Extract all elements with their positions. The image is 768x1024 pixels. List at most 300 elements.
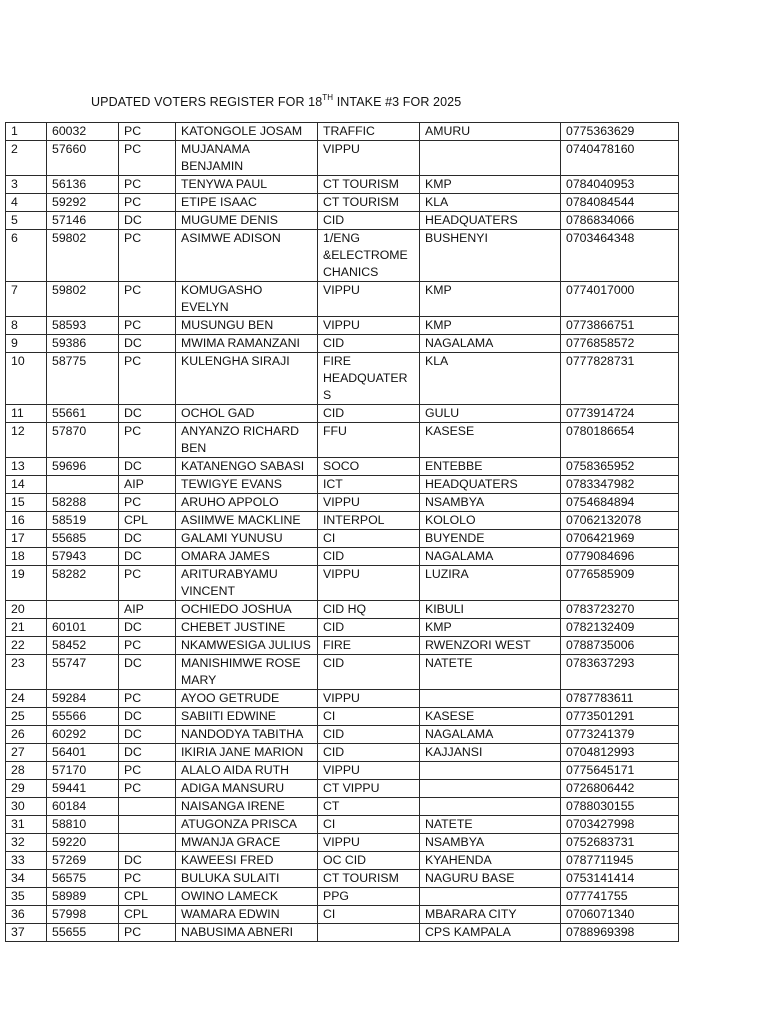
name-cell: NAISANGA IRENE bbox=[176, 798, 318, 816]
rank-cell: DC bbox=[119, 619, 176, 637]
force-number-cell: 57146 bbox=[47, 212, 119, 230]
force-number-cell: 60292 bbox=[47, 726, 119, 744]
unit-cell: CID bbox=[318, 726, 420, 744]
phone-cell: 0758365952 bbox=[561, 458, 679, 476]
force-number-cell: 60101 bbox=[47, 619, 119, 637]
unit-cell: SOCO bbox=[318, 458, 420, 476]
table-row bbox=[6, 816, 679, 834]
serial-cell: 31 bbox=[6, 816, 47, 834]
phone-cell: 0784040953 bbox=[561, 176, 679, 194]
phone-cell: 07062132078 bbox=[561, 512, 679, 530]
rank-cell: PC bbox=[119, 494, 176, 512]
serial-cell: 9 bbox=[6, 335, 47, 353]
phone-cell: 0788969398 bbox=[561, 924, 679, 942]
unit-cell: VIPPU bbox=[318, 834, 420, 852]
table-row bbox=[6, 423, 679, 458]
rank-cell: CPL bbox=[119, 512, 176, 530]
serial-cell: 33 bbox=[6, 852, 47, 870]
serial-cell: 12 bbox=[6, 423, 47, 458]
unit-cell: VIPPU bbox=[318, 494, 420, 512]
name-cell: MUJANAMA BENJAMIN bbox=[176, 141, 318, 176]
table-row bbox=[6, 141, 679, 176]
force-number-cell: 59292 bbox=[47, 194, 119, 212]
force-number-cell: 59802 bbox=[47, 282, 119, 317]
force-number-cell: 58775 bbox=[47, 353, 119, 405]
name-cell: SABIITI EDWINE bbox=[176, 708, 318, 726]
unit-cell: CT TOURISM bbox=[318, 176, 420, 194]
name-cell: NABUSIMA ABNERI bbox=[176, 924, 318, 942]
rank-cell: PC bbox=[119, 230, 176, 282]
phone-cell: 0726806442 bbox=[561, 780, 679, 798]
unit-cell: CID bbox=[318, 744, 420, 762]
rank-cell: CPL bbox=[119, 888, 176, 906]
phone-cell: 077741755 bbox=[561, 888, 679, 906]
serial-cell: 19 bbox=[6, 566, 47, 601]
table-row bbox=[6, 744, 679, 762]
serial-cell: 37 bbox=[6, 924, 47, 942]
phone-cell: 0703464348 bbox=[561, 230, 679, 282]
name-cell: GALAMI YUNUSU bbox=[176, 530, 318, 548]
name-cell: ETIPE ISAAC bbox=[176, 194, 318, 212]
station-cell: KASESE bbox=[420, 423, 561, 458]
table-row bbox=[6, 123, 679, 141]
station-cell: KMP bbox=[420, 282, 561, 317]
serial-cell: 29 bbox=[6, 780, 47, 798]
force-number-cell: 58282 bbox=[47, 566, 119, 601]
force-number-cell: 55661 bbox=[47, 405, 119, 423]
station-cell: KIBULI bbox=[420, 601, 561, 619]
phone-cell: 0754684894 bbox=[561, 494, 679, 512]
station-cell: BUSHENYI bbox=[420, 230, 561, 282]
force-number-cell: 60032 bbox=[47, 123, 119, 141]
phone-cell: 0783723270 bbox=[561, 601, 679, 619]
force-number-cell: 59220 bbox=[47, 834, 119, 852]
unit-cell: CI bbox=[318, 906, 420, 924]
rank-cell bbox=[119, 834, 176, 852]
table-row bbox=[6, 906, 679, 924]
station-cell bbox=[420, 798, 561, 816]
rank-cell: PC bbox=[119, 780, 176, 798]
rank-cell: PC bbox=[119, 317, 176, 335]
phone-cell: 0775645171 bbox=[561, 762, 679, 780]
unit-cell: CT bbox=[318, 798, 420, 816]
force-number-cell: 59802 bbox=[47, 230, 119, 282]
unit-cell: CI bbox=[318, 530, 420, 548]
phone-cell: 0782132409 bbox=[561, 619, 679, 637]
name-cell: OCHIEDO JOSHUA bbox=[176, 601, 318, 619]
name-cell: MANISHIMWE ROSE MARY bbox=[176, 655, 318, 690]
unit-cell: VIPPU bbox=[318, 762, 420, 780]
station-cell bbox=[420, 888, 561, 906]
name-cell: ASIMWE ADISON bbox=[176, 230, 318, 282]
table-row bbox=[6, 655, 679, 690]
serial-cell: 17 bbox=[6, 530, 47, 548]
name-cell: BULUKA SULAITI bbox=[176, 870, 318, 888]
rank-cell: DC bbox=[119, 708, 176, 726]
phone-cell: 0773241379 bbox=[561, 726, 679, 744]
station-cell: NSAMBYA bbox=[420, 494, 561, 512]
serial-cell: 7 bbox=[6, 282, 47, 317]
rank-cell: DC bbox=[119, 212, 176, 230]
name-cell: WAMARA EDWIN bbox=[176, 906, 318, 924]
table-row bbox=[6, 335, 679, 353]
force-number-cell bbox=[47, 476, 119, 494]
voters-register-table bbox=[5, 122, 679, 942]
unit-cell: CI bbox=[318, 708, 420, 726]
phone-cell: 0773501291 bbox=[561, 708, 679, 726]
unit-cell: CID HQ bbox=[318, 601, 420, 619]
rank-cell: AIP bbox=[119, 601, 176, 619]
serial-cell: 36 bbox=[6, 906, 47, 924]
unit-cell: CID bbox=[318, 212, 420, 230]
rank-cell: PC bbox=[119, 194, 176, 212]
table-row bbox=[6, 637, 679, 655]
phone-cell: 0704812993 bbox=[561, 744, 679, 762]
name-cell: ADIGA MANSURU bbox=[176, 780, 318, 798]
station-cell: HEADQUATERS bbox=[420, 476, 561, 494]
force-number-cell: 57660 bbox=[47, 141, 119, 176]
rank-cell: PC bbox=[119, 870, 176, 888]
name-cell: OWINO LAMECK bbox=[176, 888, 318, 906]
serial-cell: 14 bbox=[6, 476, 47, 494]
serial-cell: 8 bbox=[6, 317, 47, 335]
rank-cell: PC bbox=[119, 924, 176, 942]
rank-cell: PC bbox=[119, 353, 176, 405]
name-cell: ARITURABYAMU VINCENT bbox=[176, 566, 318, 601]
station-cell: CPS KAMPALA bbox=[420, 924, 561, 942]
station-cell: LUZIRA bbox=[420, 566, 561, 601]
serial-cell: 32 bbox=[6, 834, 47, 852]
table-row bbox=[6, 212, 679, 230]
name-cell: KATANENGO SABASI bbox=[176, 458, 318, 476]
phone-cell: 0779084696 bbox=[561, 548, 679, 566]
unit-cell: CID bbox=[318, 335, 420, 353]
phone-cell: 0703427998 bbox=[561, 816, 679, 834]
rank-cell: DC bbox=[119, 530, 176, 548]
unit-cell: CID bbox=[318, 548, 420, 566]
table-row bbox=[6, 780, 679, 798]
table-row bbox=[6, 317, 679, 335]
unit-cell: FIRE bbox=[318, 637, 420, 655]
serial-cell: 15 bbox=[6, 494, 47, 512]
rank-cell: AIP bbox=[119, 476, 176, 494]
force-number-cell: 59284 bbox=[47, 690, 119, 708]
table-row bbox=[6, 512, 679, 530]
station-cell: GULU bbox=[420, 405, 561, 423]
unit-cell: VIPPU bbox=[318, 141, 420, 176]
station-cell: AMURU bbox=[420, 123, 561, 141]
table-row bbox=[6, 619, 679, 637]
unit-cell: OC CID bbox=[318, 852, 420, 870]
table-row bbox=[6, 726, 679, 744]
name-cell: KOMUGASHO EVELYN bbox=[176, 282, 318, 317]
unit-cell: ICT bbox=[318, 476, 420, 494]
serial-cell: 24 bbox=[6, 690, 47, 708]
force-number-cell: 55685 bbox=[47, 530, 119, 548]
station-cell: KYAHENDA bbox=[420, 852, 561, 870]
table-row bbox=[6, 458, 679, 476]
table-row bbox=[6, 282, 679, 317]
phone-cell: 0706421969 bbox=[561, 530, 679, 548]
serial-cell: 6 bbox=[6, 230, 47, 282]
force-number-cell: 60184 bbox=[47, 798, 119, 816]
serial-cell: 5 bbox=[6, 212, 47, 230]
name-cell: MUSUNGU BEN bbox=[176, 317, 318, 335]
unit-cell: CI bbox=[318, 816, 420, 834]
name-cell: ASIIMWE MACKLINE bbox=[176, 512, 318, 530]
document-title bbox=[91, 94, 461, 109]
rank-cell: DC bbox=[119, 458, 176, 476]
phone-cell: 0788030155 bbox=[561, 798, 679, 816]
station-cell: NAGALAMA bbox=[420, 335, 561, 353]
rank-cell: DC bbox=[119, 744, 176, 762]
rank-cell bbox=[119, 798, 176, 816]
phone-cell: 0783637293 bbox=[561, 655, 679, 690]
phone-cell: 0773914724 bbox=[561, 405, 679, 423]
serial-cell: 11 bbox=[6, 405, 47, 423]
force-number-cell bbox=[47, 601, 119, 619]
serial-cell: 1 bbox=[6, 123, 47, 141]
table-row bbox=[6, 834, 679, 852]
force-number-cell: 56401 bbox=[47, 744, 119, 762]
phone-cell: 0777828731 bbox=[561, 353, 679, 405]
title-superscript: TH bbox=[322, 93, 334, 102]
force-number-cell: 59696 bbox=[47, 458, 119, 476]
force-number-cell: 55655 bbox=[47, 924, 119, 942]
title-text: UPDATED VOTERS REGISTER FOR 18 bbox=[91, 95, 323, 110]
serial-cell: 30 bbox=[6, 798, 47, 816]
serial-cell: 3 bbox=[6, 176, 47, 194]
table-row bbox=[6, 476, 679, 494]
phone-cell: 0775363629 bbox=[561, 123, 679, 141]
force-number-cell: 55566 bbox=[47, 708, 119, 726]
table-row bbox=[6, 708, 679, 726]
force-number-cell: 57269 bbox=[47, 852, 119, 870]
register-body bbox=[6, 123, 679, 942]
station-cell: MBARARA CITY bbox=[420, 906, 561, 924]
rank-cell: PC bbox=[119, 762, 176, 780]
rank-cell bbox=[119, 816, 176, 834]
force-number-cell: 58288 bbox=[47, 494, 119, 512]
station-cell: NATETE bbox=[420, 655, 561, 690]
serial-cell: 20 bbox=[6, 601, 47, 619]
unit-cell: CID bbox=[318, 405, 420, 423]
title-text-end: INTAKE #3 FOR 2025 bbox=[333, 95, 462, 110]
phone-cell: 0706071340 bbox=[561, 906, 679, 924]
force-number-cell: 58989 bbox=[47, 888, 119, 906]
force-number-cell: 58593 bbox=[47, 317, 119, 335]
rank-cell: PC bbox=[119, 123, 176, 141]
unit-cell: INTERPOL bbox=[318, 512, 420, 530]
rank-cell: PC bbox=[119, 637, 176, 655]
name-cell: MWANJA GRACE bbox=[176, 834, 318, 852]
name-cell: OCHOL GAD bbox=[176, 405, 318, 423]
force-number-cell: 58810 bbox=[47, 816, 119, 834]
unit-cell: VIPPU bbox=[318, 282, 420, 317]
rank-cell: PC bbox=[119, 282, 176, 317]
station-cell: NSAMBYA bbox=[420, 834, 561, 852]
rank-cell: DC bbox=[119, 335, 176, 353]
name-cell: ATUGONZA PRISCA bbox=[176, 816, 318, 834]
unit-cell: FFU bbox=[318, 423, 420, 458]
station-cell: KMP bbox=[420, 619, 561, 637]
station-cell: KMP bbox=[420, 176, 561, 194]
rank-cell: DC bbox=[119, 726, 176, 744]
unit-cell: VIPPU bbox=[318, 317, 420, 335]
force-number-cell: 58519 bbox=[47, 512, 119, 530]
name-cell: AYOO GETRUDE bbox=[176, 690, 318, 708]
name-cell: MUGUME DENIS bbox=[176, 212, 318, 230]
table-row bbox=[6, 601, 679, 619]
station-cell: NAGURU BASE bbox=[420, 870, 561, 888]
table-row bbox=[6, 798, 679, 816]
unit-cell bbox=[318, 924, 420, 942]
serial-cell: 13 bbox=[6, 458, 47, 476]
force-number-cell: 57943 bbox=[47, 548, 119, 566]
serial-cell: 18 bbox=[6, 548, 47, 566]
phone-cell: 0776858572 bbox=[561, 335, 679, 353]
name-cell: KATONGOLE JOSAM bbox=[176, 123, 318, 141]
name-cell: OMARA JAMES bbox=[176, 548, 318, 566]
station-cell: HEADQUATERS bbox=[420, 212, 561, 230]
table-row bbox=[6, 870, 679, 888]
unit-cell: 1/ENG &ELECTROMECHANICS bbox=[318, 230, 420, 282]
force-number-cell: 57870 bbox=[47, 423, 119, 458]
force-number-cell: 57170 bbox=[47, 762, 119, 780]
station-cell: RWENZORI WEST bbox=[420, 637, 561, 655]
unit-cell: CT TOURISM bbox=[318, 870, 420, 888]
phone-cell: 0740478160 bbox=[561, 141, 679, 176]
serial-cell: 16 bbox=[6, 512, 47, 530]
name-cell: KAWEESI FRED bbox=[176, 852, 318, 870]
name-cell: ANYANZO RICHARD BEN bbox=[176, 423, 318, 458]
rank-cell: DC bbox=[119, 405, 176, 423]
table-row bbox=[6, 405, 679, 423]
force-number-cell: 56575 bbox=[47, 870, 119, 888]
rank-cell: PC bbox=[119, 423, 176, 458]
force-number-cell: 56136 bbox=[47, 176, 119, 194]
table-row bbox=[6, 548, 679, 566]
unit-cell: CID bbox=[318, 619, 420, 637]
serial-cell: 23 bbox=[6, 655, 47, 690]
station-cell bbox=[420, 762, 561, 780]
table-row bbox=[6, 566, 679, 601]
serial-cell: 21 bbox=[6, 619, 47, 637]
table-row bbox=[6, 194, 679, 212]
unit-cell: VIPPU bbox=[318, 566, 420, 601]
station-cell bbox=[420, 141, 561, 176]
phone-cell: 0774017000 bbox=[561, 282, 679, 317]
table-row bbox=[6, 690, 679, 708]
unit-cell: CT VIPPU bbox=[318, 780, 420, 798]
unit-cell: FIRE HEADQUATERS bbox=[318, 353, 420, 405]
force-number-cell: 59386 bbox=[47, 335, 119, 353]
station-cell: BUYENDE bbox=[420, 530, 561, 548]
serial-cell: 28 bbox=[6, 762, 47, 780]
table-row bbox=[6, 530, 679, 548]
table-row bbox=[6, 230, 679, 282]
rank-cell: PC bbox=[119, 141, 176, 176]
name-cell: CHEBET JUSTINE bbox=[176, 619, 318, 637]
serial-cell: 25 bbox=[6, 708, 47, 726]
force-number-cell: 58452 bbox=[47, 637, 119, 655]
serial-cell: 34 bbox=[6, 870, 47, 888]
unit-cell: TRAFFIC bbox=[318, 123, 420, 141]
name-cell: KULENGHA SIRAJI bbox=[176, 353, 318, 405]
rank-cell: DC bbox=[119, 852, 176, 870]
station-cell: KLA bbox=[420, 353, 561, 405]
unit-cell: CT TOURISM bbox=[318, 194, 420, 212]
station-cell: KOLOLO bbox=[420, 512, 561, 530]
station-cell: KMP bbox=[420, 317, 561, 335]
force-number-cell: 55747 bbox=[47, 655, 119, 690]
station-cell: KASESE bbox=[420, 708, 561, 726]
station-cell: KLA bbox=[420, 194, 561, 212]
rank-cell: PC bbox=[119, 566, 176, 601]
station-cell bbox=[420, 690, 561, 708]
rank-cell: PC bbox=[119, 176, 176, 194]
unit-cell: PPG bbox=[318, 888, 420, 906]
phone-cell: 0776585909 bbox=[561, 566, 679, 601]
rank-cell: DC bbox=[119, 655, 176, 690]
table-row bbox=[6, 852, 679, 870]
serial-cell: 22 bbox=[6, 637, 47, 655]
serial-cell: 27 bbox=[6, 744, 47, 762]
phone-cell: 0788735006 bbox=[561, 637, 679, 655]
phone-cell: 0786834066 bbox=[561, 212, 679, 230]
phone-cell: 0787783611 bbox=[561, 690, 679, 708]
rank-cell: PC bbox=[119, 690, 176, 708]
name-cell: ARUHO APPOLO bbox=[176, 494, 318, 512]
station-cell: ENTEBBE bbox=[420, 458, 561, 476]
name-cell: TENYWA PAUL bbox=[176, 176, 318, 194]
name-cell: MWIMA RAMANZANI bbox=[176, 335, 318, 353]
table-row bbox=[6, 924, 679, 942]
phone-cell: 0753141414 bbox=[561, 870, 679, 888]
force-number-cell: 59441 bbox=[47, 780, 119, 798]
rank-cell: CPL bbox=[119, 906, 176, 924]
unit-cell: CID bbox=[318, 655, 420, 690]
rank-cell: DC bbox=[119, 548, 176, 566]
station-cell: KAJJANSI bbox=[420, 744, 561, 762]
station-cell: NAGALAMA bbox=[420, 548, 561, 566]
unit-cell: VIPPU bbox=[318, 690, 420, 708]
table-row bbox=[6, 888, 679, 906]
phone-cell: 0783347982 bbox=[561, 476, 679, 494]
phone-cell: 0780186654 bbox=[561, 423, 679, 458]
serial-cell: 26 bbox=[6, 726, 47, 744]
table-row bbox=[6, 494, 679, 512]
force-number-cell: 57998 bbox=[47, 906, 119, 924]
name-cell: NANDODYA TABITHA bbox=[176, 726, 318, 744]
table-row bbox=[6, 762, 679, 780]
station-cell: NATETE bbox=[420, 816, 561, 834]
phone-cell: 0787711945 bbox=[561, 852, 679, 870]
phone-cell: 0773866751 bbox=[561, 317, 679, 335]
name-cell: ALALO AIDA RUTH bbox=[176, 762, 318, 780]
phone-cell: 0752683731 bbox=[561, 834, 679, 852]
serial-cell: 35 bbox=[6, 888, 47, 906]
name-cell: NKAMWESIGA JULIUS bbox=[176, 637, 318, 655]
name-cell: IKIRIA JANE MARION bbox=[176, 744, 318, 762]
phone-cell: 0784084544 bbox=[561, 194, 679, 212]
table-row bbox=[6, 176, 679, 194]
station-cell bbox=[420, 780, 561, 798]
serial-cell: 4 bbox=[6, 194, 47, 212]
table-row bbox=[6, 353, 679, 405]
station-cell: NAGALAMA bbox=[420, 726, 561, 744]
name-cell: TEWIGYE EVANS bbox=[176, 476, 318, 494]
